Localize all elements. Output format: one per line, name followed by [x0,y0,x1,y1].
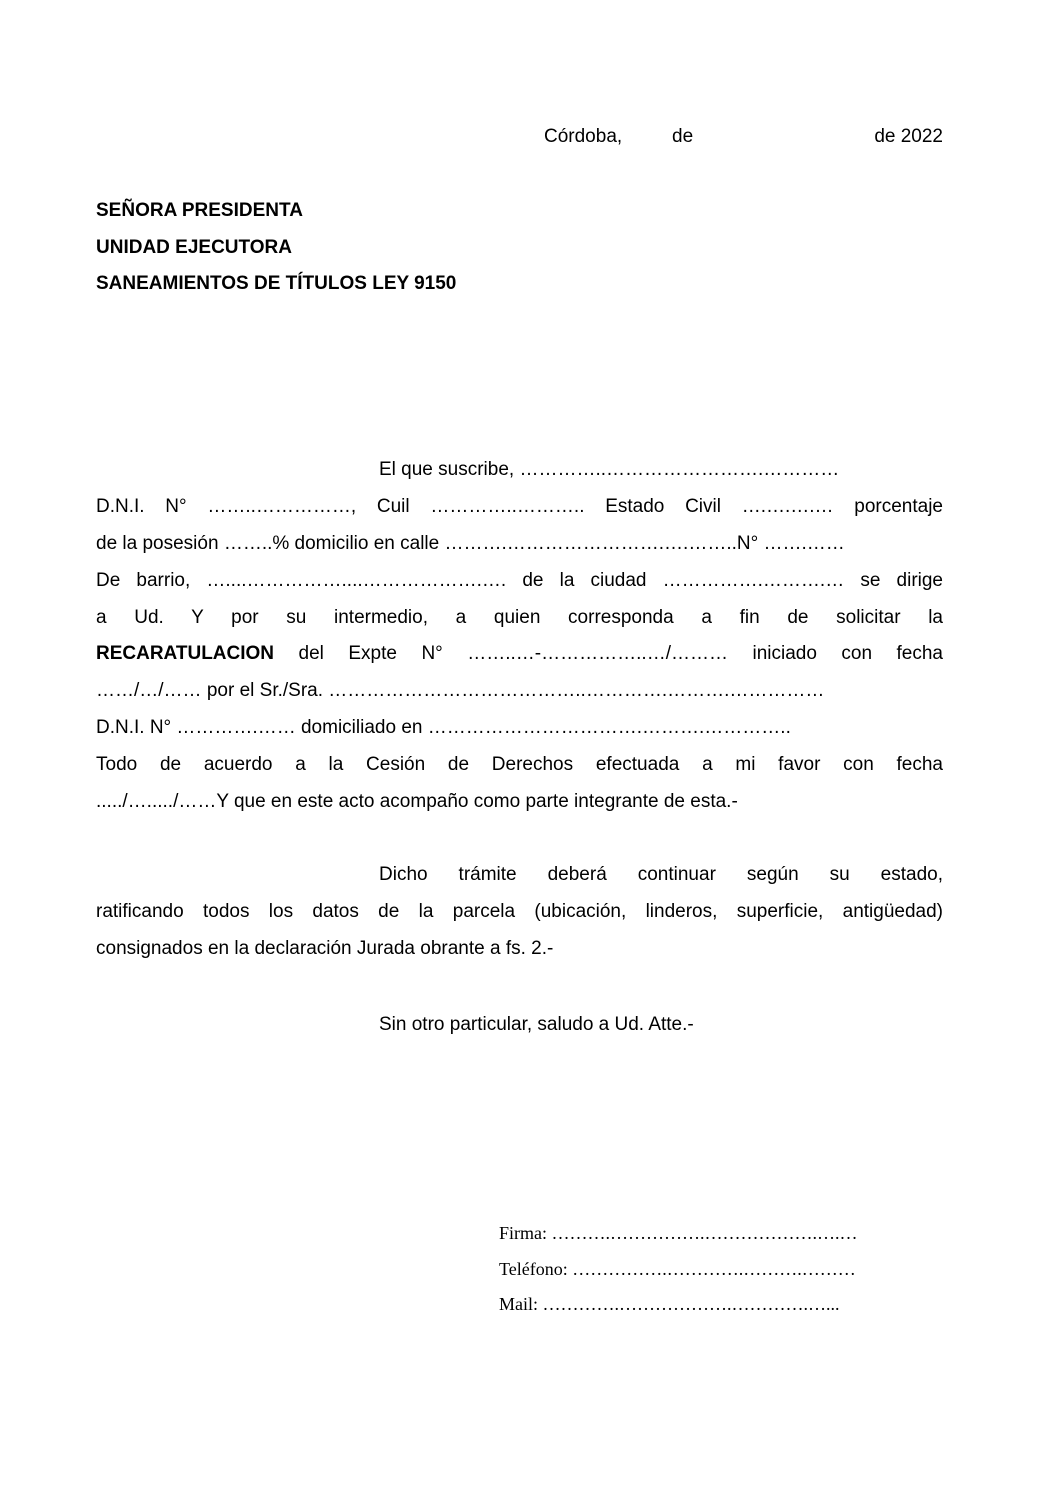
tramite-line-3: consignados en la declaración Jurada obrante a fs. 2.- [96,937,554,959]
signature-firma: Firma: ……….…………….……………….….… [499,1223,858,1243]
recipient-line-1: SEÑORA PRESIDENTA [96,200,303,221]
recipient-block [96,197,456,307]
tramite-paragraph [96,861,943,972]
form-line-6-rest: del Expte N° ……..…-……………..…/……… iniciado con fecha [274,643,943,665]
form-line-1: El que suscribe, …………..…………………….………… [379,459,840,480]
signature-mail: Mail: ………….……………….………….…... [499,1294,840,1314]
form-line-6 [96,640,943,677]
form-line-10: ...../…...../……Y que en este acto acompaño como parte integrante de esta.- [96,791,738,813]
closing-paragraph [379,1011,694,1048]
recipient-line-2: UNIDAD EJECUTORA [96,236,293,258]
form-line-5: a Ud. Y por su intermedio, a quien corresponda a fin de solicitar la [96,606,943,628]
signature-telefono: Teléfono: …………….………….……….……… [499,1258,856,1279]
form-line-9: Todo de acuerdo a la Cesión de Derechos efectuada a mi favor con fecha [96,754,943,776]
form-line-2: D.N.I. N° ……..……………, Cuil …………..……….. Estado Civil ….….….… porcentaje [96,495,943,517]
recaratulacion-label: RECARATULACION [96,643,275,665]
date-line [96,126,943,152]
tramite-line-2: ratificando todos los datos de la parcela (ubicación, linderos, superficie, antigüedad) [96,900,943,922]
signature-block [499,1221,858,1328]
request-paragraph [96,456,943,825]
date-city: Córdoba, [544,126,623,147]
form-line-4: De barrio, …....……………....……………….…. de la ciudad …………….……….… se dirige [96,569,943,591]
recipient-line-3: SANEAMIENTOS DE TÍTULOS LEY 9150 [96,273,457,294]
date-de-label: de [672,126,694,147]
form-line-8: D.N.I. N° ………….…… domiciliado en …………………………….……….………….. [96,717,791,739]
form-line-3: de la posesión ……..% domicilio en calle ……….…………………….….……..N° …….…… [96,532,845,554]
form-line-7: ……/…/…… por el Sr./Sra. …………………………………..………….……….…………… [96,680,825,702]
closing-line: Sin otro particular, saludo a Ud. Atte.- [379,1014,694,1035]
date-year: de 2022 [874,126,943,147]
tramite-line-1: Dicho trámite deberá continuar según su estado, [379,864,943,885]
